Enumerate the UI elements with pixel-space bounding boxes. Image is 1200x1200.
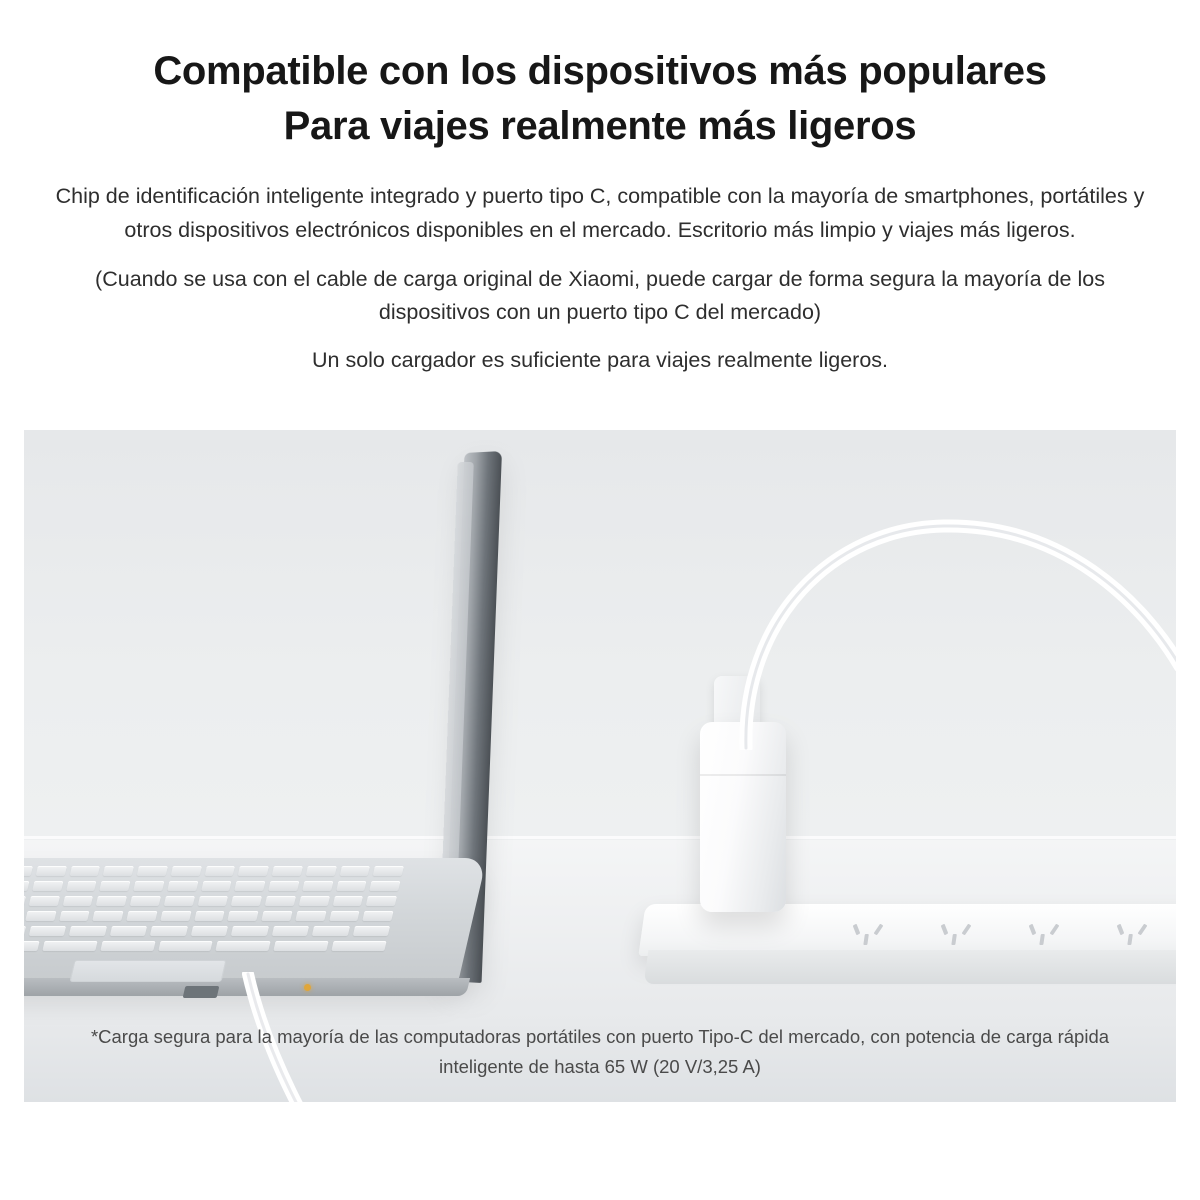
power-strip-front: [644, 950, 1188, 984]
keyboard-key: [28, 926, 66, 936]
product-photo-section: [0, 430, 1200, 1130]
caption-line-1: *Carga segura para la mayoría de las computadoras portátiles con puerto Tipo-C del mercado, con potencia de carga rápida: [90, 1026, 1110, 1047]
keyboard-row: [12, 896, 397, 906]
description-paragraph-1: Chip de identificación inteligente integrado y puerto tipo C, compatible con la mayoría de smartphones, portátiles y otros dispositivos electrónicos disponibles en el mercado. Escritorio más limpio y viajes más ligeros.: [55, 184, 1145, 242]
keyboard-key: [133, 881, 164, 891]
photo-right-margin: [1176, 430, 1188, 1102]
laptop-usb-c-port: [183, 986, 220, 998]
description-paragraph-3: Un solo cargador es suficiente para viajes realmente ligeros.: [311, 347, 889, 372]
caption-line-2: inteligente de hasta 65 W (20 V/3,25 A): [439, 1055, 761, 1077]
keyboard-key: [238, 866, 269, 876]
keyboard-key: [197, 896, 228, 906]
hanging-usb-c-cable: [712, 470, 1182, 750]
keyboard-key: [69, 866, 100, 876]
keyboard-key: [170, 866, 201, 876]
usb-c-charger: [700, 722, 792, 918]
keyboard-key: [92, 911, 123, 921]
keyboard-key: [352, 926, 390, 936]
bottom-whitespace: [0, 1102, 1200, 1200]
keyboard-key: [216, 941, 271, 951]
photo-left-margin: [12, 430, 24, 1102]
keyboard-key: [59, 911, 90, 921]
keyboard-key: [99, 881, 130, 891]
product-photo: [12, 430, 1188, 1102]
keyboard-key: [96, 896, 127, 906]
description-text-block: [40, 180, 1160, 377]
keyboard-key: [103, 866, 134, 876]
description-paragraph-2: (Cuando se usa con el cable de carga original de Xiaomi, puede cargar de forma segura la mayoría de los dispositivos con un puerto tipo C del mercado): [95, 267, 1105, 325]
power-socket: [928, 922, 985, 944]
keyboard-key: [234, 881, 265, 891]
keyboard-key: [274, 941, 329, 951]
keyboard-key: [339, 866, 370, 876]
keyboard-row: [12, 941, 387, 951]
keyboard-key: [231, 926, 269, 936]
keyboard-key: [150, 926, 188, 936]
keyboard-key: [100, 941, 155, 951]
keyboard-key: [336, 881, 367, 891]
keyboard-key: [194, 911, 225, 921]
keyboard-key: [329, 911, 360, 921]
keyboard-key: [62, 896, 93, 906]
keyboard-key: [160, 911, 191, 921]
keyboard-key: [35, 866, 66, 876]
keyboard-key: [137, 866, 168, 876]
keyboard-key: [158, 941, 213, 951]
keyboard-key: [312, 926, 350, 936]
headline-line-1: Compatible con los dispositivos más populares: [153, 49, 1047, 93]
keyboard-key: [295, 911, 326, 921]
keyboard-key: [28, 896, 59, 906]
headline-line-2: Para viajes realmente más ligeros: [283, 104, 917, 149]
keyboard-key: [302, 881, 333, 891]
page-title: [0, 0, 1200, 154]
keyboard-key: [130, 896, 161, 906]
keyboard-key: [271, 926, 309, 936]
keyboard-key: [265, 896, 296, 906]
keyboard-row: [12, 911, 394, 921]
keyboard-key: [231, 896, 262, 906]
keyboard-row: [12, 866, 404, 876]
keyboard-key: [332, 896, 363, 906]
keyboard-row: [12, 926, 390, 936]
photo-caption: [0, 1022, 1200, 1082]
charger-seam: [700, 774, 786, 776]
laptop-keyboard: [12, 866, 404, 952]
keyboard-key: [366, 896, 397, 906]
keyboard-key: [298, 896, 329, 906]
keyboard-key: [272, 866, 303, 876]
power-socket: [1016, 922, 1073, 944]
laptop-trackpad: [69, 960, 226, 982]
keyboard-key: [331, 941, 386, 951]
keyboard-key: [69, 926, 107, 936]
power-strip: [642, 904, 1188, 1000]
keyboard-key: [227, 911, 258, 921]
keyboard-key: [369, 881, 400, 891]
keyboard-key: [126, 911, 157, 921]
keyboard-key: [362, 911, 393, 921]
keyboard-key: [163, 896, 194, 906]
power-socket: [840, 922, 897, 944]
keyboard-row: [12, 881, 400, 891]
keyboard-key: [261, 911, 292, 921]
keyboard-key: [66, 881, 97, 891]
keyboard-key: [167, 881, 198, 891]
keyboard-key: [268, 881, 299, 891]
keyboard-key: [109, 926, 147, 936]
keyboard-key: [305, 866, 336, 876]
keyboard-key: [201, 881, 232, 891]
keyboard-key: [25, 911, 56, 921]
keyboard-key: [204, 866, 235, 876]
keyboard-key: [190, 926, 228, 936]
keyboard-key: [42, 941, 97, 951]
charger-body: [700, 722, 786, 912]
power-socket: [1104, 922, 1161, 944]
keyboard-key: [32, 881, 63, 891]
keyboard-key: [373, 866, 404, 876]
